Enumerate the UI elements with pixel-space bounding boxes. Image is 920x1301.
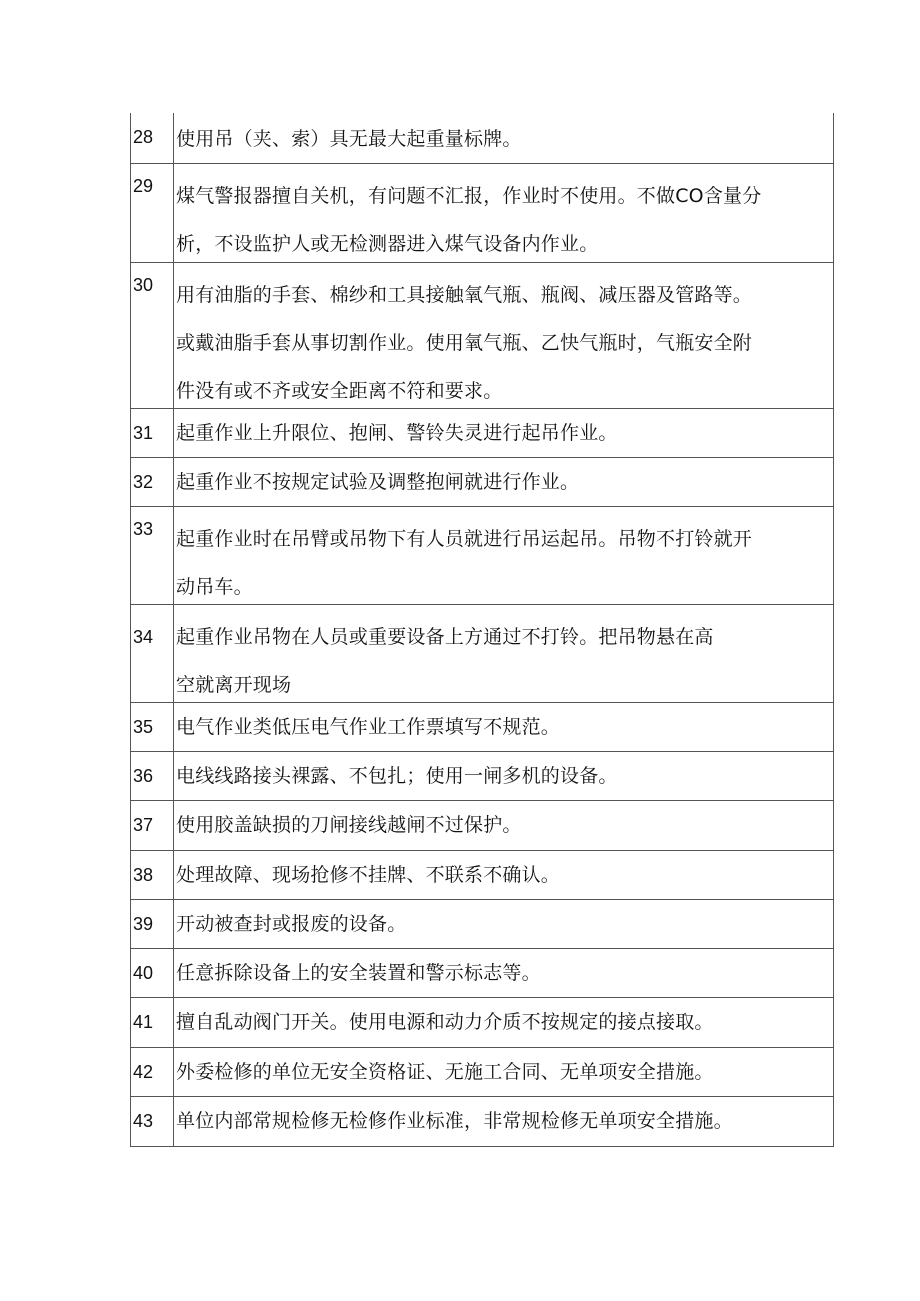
row-text: 起重作业时在吊臂或吊物下有人员就进行吊运起吊。吊物不打铃就开 动吊车。	[176, 528, 753, 598]
row-number: 41	[131, 998, 174, 1047]
table-row	[131, 605, 833, 703]
row-text: 电气作业类低压电气作业工作票填写不规范。	[176, 716, 561, 738]
row-number: 34	[131, 605, 174, 702]
table-row	[131, 409, 833, 458]
row-text: 擅自乱动阀门开关。使用电源和动力介质不按规定的接点接取。	[176, 1011, 714, 1033]
table-row	[131, 1048, 833, 1097]
row-number: 38	[131, 851, 174, 899]
row-number: 32	[131, 458, 174, 506]
rules-table	[130, 113, 834, 1147]
table-row	[131, 458, 833, 507]
row-text: 外委检修的单位无安全资格证、无施工合同、无单项安全措施。	[176, 1061, 714, 1083]
row-number: 40	[131, 949, 174, 997]
row-number: 31	[131, 409, 174, 457]
row-number: 42	[131, 1048, 174, 1096]
row-number: 29	[131, 164, 174, 262]
table-row	[131, 801, 833, 851]
row-text: 单位内部常规检修无检修作业标准，非常规检修无单项安全措施。	[176, 1110, 733, 1132]
row-number: 30	[131, 263, 174, 408]
row-text: 煤气警报器擅自关机，有问题不汇报，作业时不使用。不做CO含量分 析，不设监护人或无检测器进入煤气设备内作业。	[176, 185, 762, 255]
row-text: 电线线路接头裸露、不包扎；使用一闸多机的设备。	[176, 765, 618, 787]
table-row	[131, 113, 833, 164]
table-row	[131, 164, 833, 263]
row-text: 使用胶盖缺损的刀闸接线越闸不过保护。	[176, 814, 522, 836]
row-text: 开动被查封或报废的设备。	[176, 913, 407, 935]
row-text: 起重作业上升限位、抱闸、警铃失灵进行起吊作业。	[176, 422, 618, 444]
row-text: 用有油脂的手套、棉纱和工具接触氧气瓶、瓶阀、减压器及管路等。 或戴油脂手套从事切割作业。使用氧气瓶、乙快气瓶时，气瓶安全附 件没有或不齐或安全距离不符和要求。	[176, 284, 753, 402]
table-row	[131, 1097, 833, 1147]
table-row	[131, 703, 833, 752]
row-text: 起重作业不按规定试验及调整抱闸就进行作业。	[176, 471, 580, 493]
row-number: 35	[131, 703, 174, 751]
row-text: 使用吊（夹、索）具无最大起重量标牌。	[176, 128, 522, 150]
row-text: 起重作业吊物在人员或重要设备上方通过不打铃。把吊物悬在高 空就离开现场	[176, 626, 714, 696]
row-number: 39	[131, 900, 174, 948]
row-number: 43	[131, 1097, 174, 1146]
table-row	[131, 752, 833, 801]
row-number: 28	[131, 113, 174, 163]
row-number: 33	[131, 507, 174, 604]
row-text: 处理故障、现场抢修不挂牌、不联系不确认。	[176, 864, 561, 886]
row-number: 37	[131, 801, 174, 850]
table-row	[131, 263, 833, 409]
table-row	[131, 900, 833, 949]
table-row	[131, 949, 833, 998]
table-row	[131, 507, 833, 605]
row-number: 36	[131, 752, 174, 800]
table-row	[131, 998, 833, 1048]
table-row	[131, 851, 833, 900]
row-text: 任意拆除设备上的安全装置和警示标志等。	[176, 962, 541, 984]
